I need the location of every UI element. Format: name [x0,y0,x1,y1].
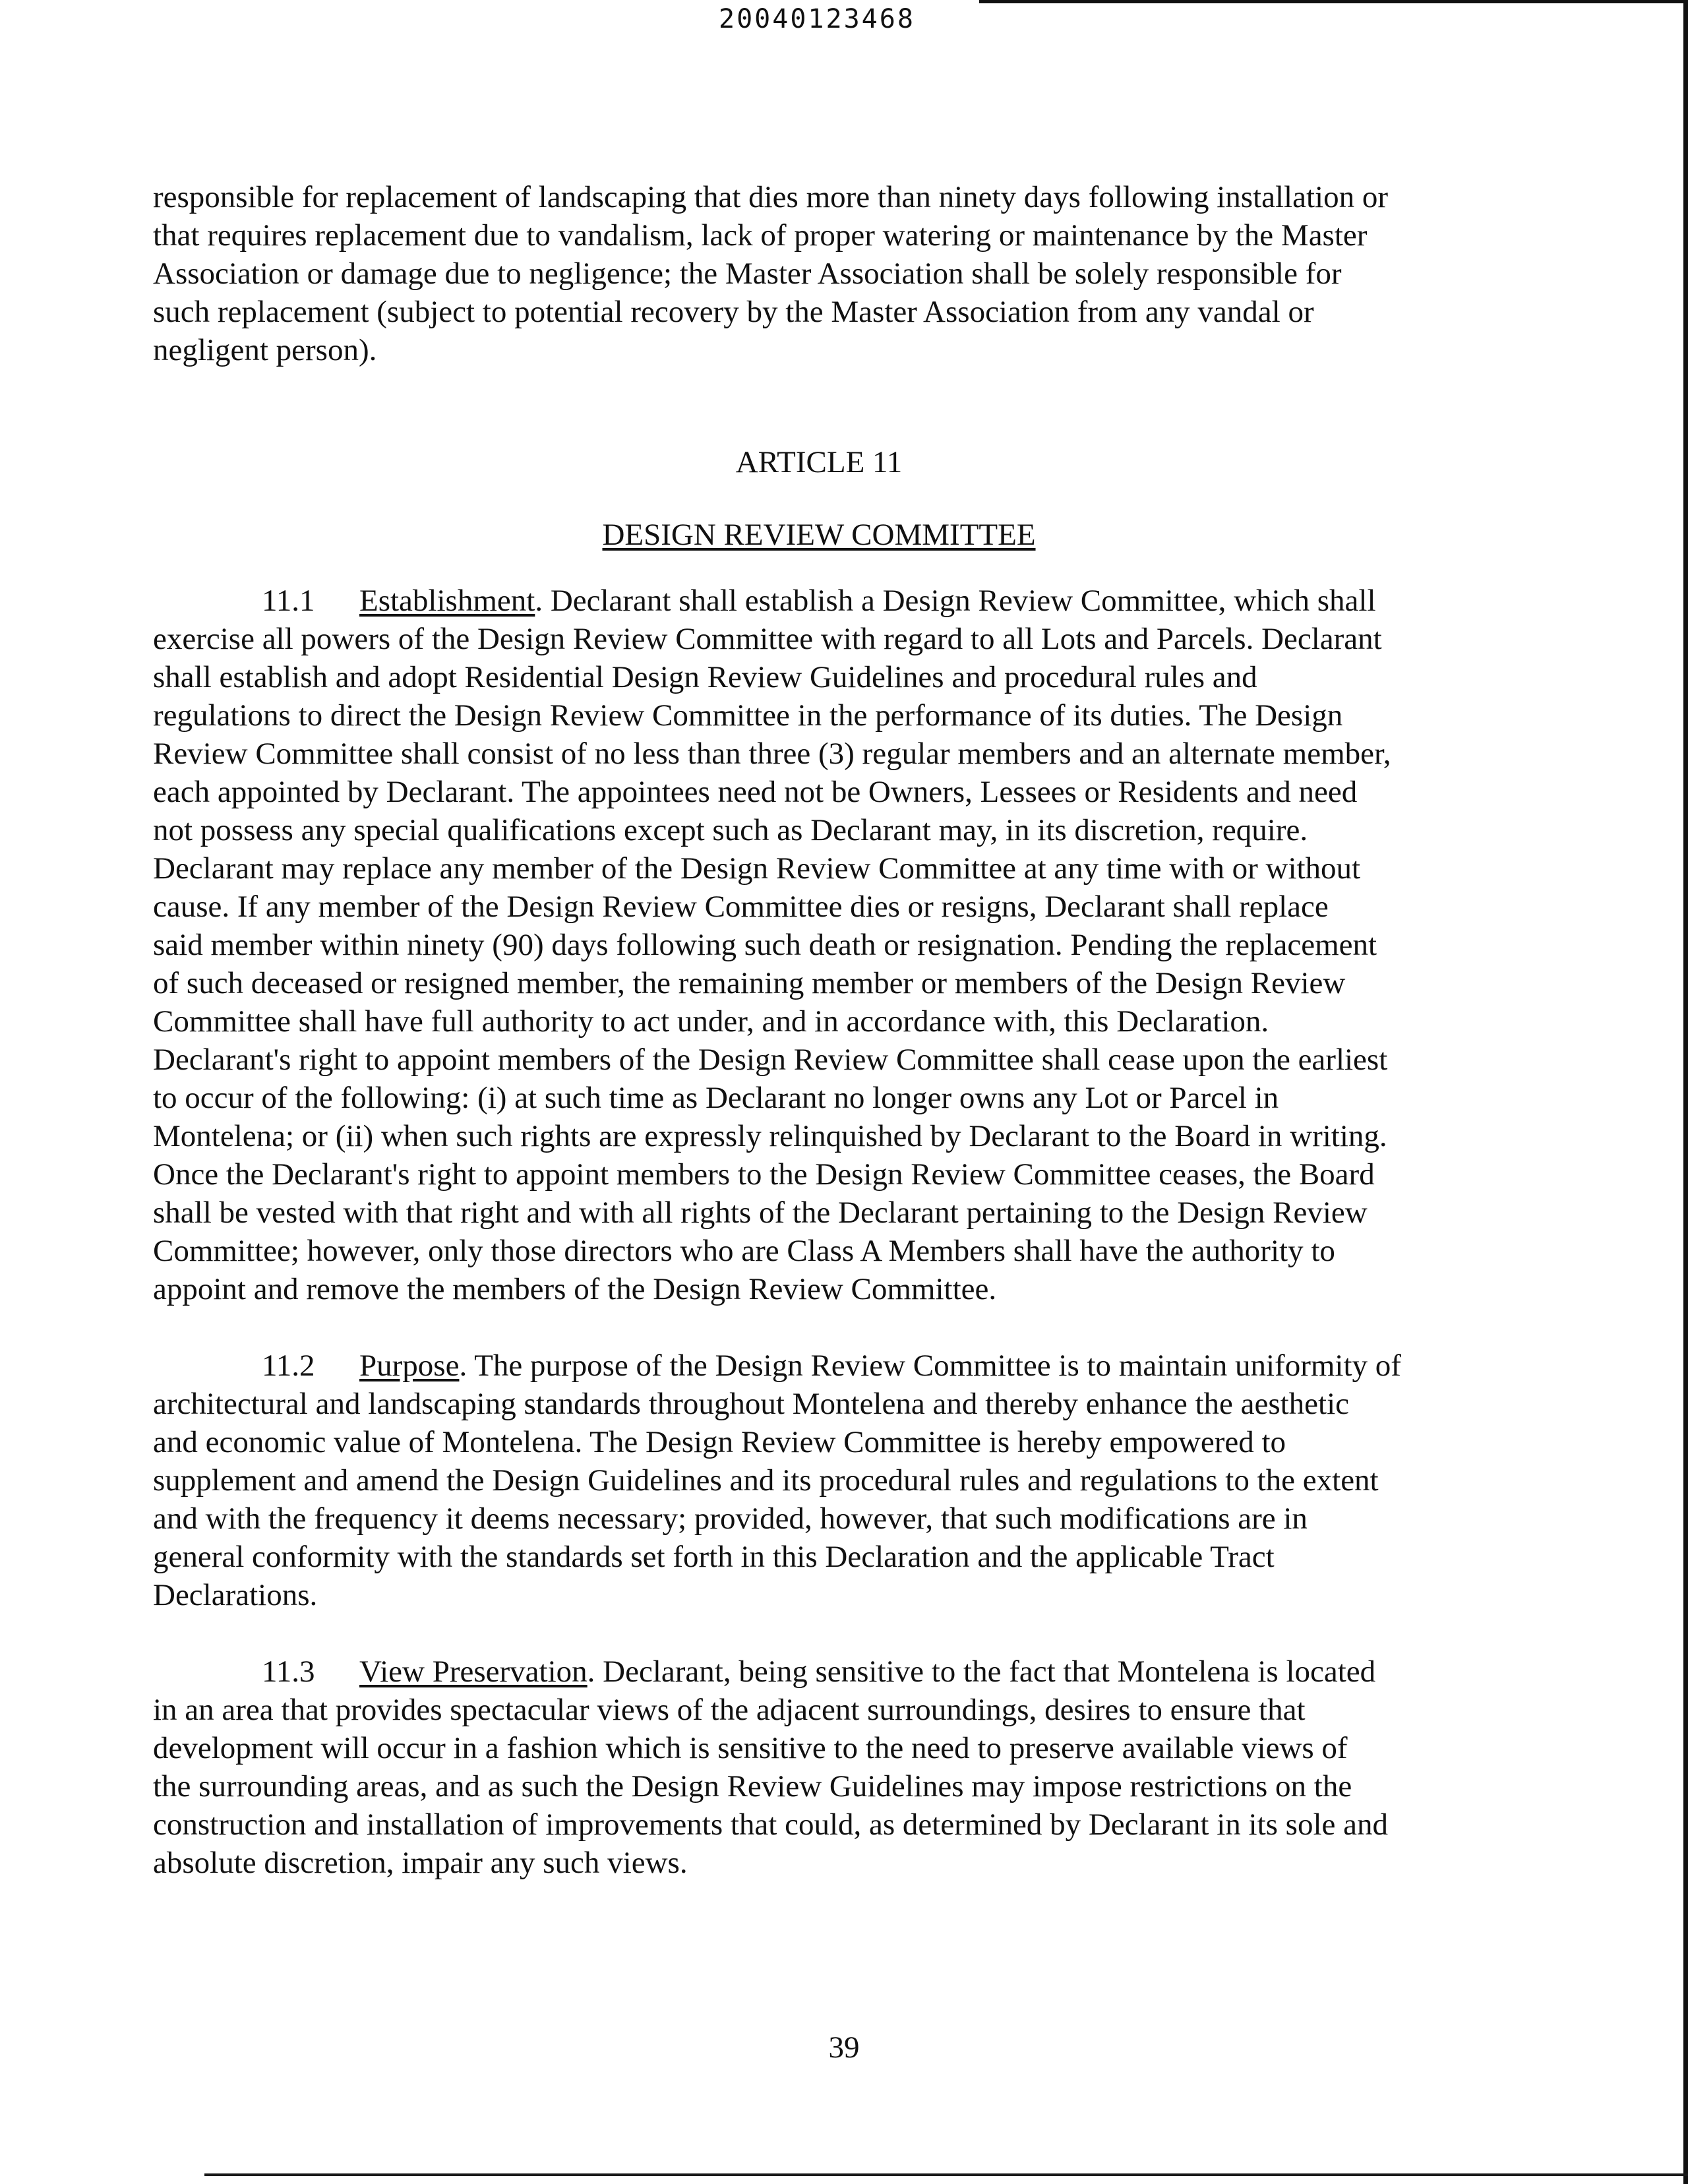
section-body: . Declarant, being sensitive to the fact that Montelena is located in an area that provides spectacular views of the adjacent surroundings, desires to ensure that development will occur in a fashion which is sensitive to the need to preserve available views of the surrounding areas, and as such the Design Review Guidelines may impose restrictions on the construction and installation of improvements that could, as determined by Declarant in its sole and absolute discretion, impair any such views. [153,1654,1389,1880]
document-number: 20040123468 [719,4,915,34]
scan-border-bottom [204,2173,1688,2176]
scan-border-top [979,0,1688,3]
section-11-2 [153,1347,1485,1614]
article-heading: ARTICLE 11 [735,445,903,479]
page-number: 39 [828,2030,860,2065]
intro-paragraph: responsible for replacement of landscaping that dies more than ninety days following installation or that requires replacement due to vandalism, lack of proper watering or maintenance by the Master Association or damage due to negligence; the Master Association shall be solely responsible for such replacement (subject to potential recovery by the Master Association from any vandal or negligent person). [153,180,1388,367]
section-11-3 [153,1653,1485,1882]
article-title: DESIGN REVIEW COMMITTEE [602,518,1036,552]
section-number: 11.1 [262,584,315,618]
section-number: 11.2 [262,1349,315,1383]
scan-border-right [1683,0,1688,2184]
section-title: Establishment [359,584,535,618]
section-11-1 [153,582,1485,1308]
section-number: 11.3 [262,1654,315,1689]
section-body: . Declarant shall establish a Design Review Committee, which shall exercise all powers of the Design Review Committee with regard to all Lots and Parcels. Declarant shall establish and adopt Residential Design Review Guidelines and procedural rules and regulations to direct the Design Review Committee in the performance of its duties. The Design Review Committee shall consist of no less than three (3) regular members and an alternate member, each appointed by Declarant. The appointees need not be Owners, Lessees or Residents and need not possess any special qualifications except such as Declarant may, in its discretion, require. Declarant may replace any member of the Design Review Committee at any time with or without cause. If any member of the Design Review Committee dies or resigns, Declarant shall replace said member within ninety (90) days following such death or resignation. Pending the replacement of such deceased or resigned member, the remaining member or members of the Design Review Committee shall have full authority to act under, and in accordance with, this Declaration. Declarant's right to appoint members of the Design Review Committee shall cease upon the earliest to occur of the following: (i) at such time as Declarant no longer owns any Lot or Parcel in Montelena; or (ii) when such rights are expressly relinquished by Declarant to the Board in writing. Once the Declarant's right to appoint members to the Design Review Committee ceases, the Board shall be vested with that right and with all rights of the Declarant pertaining to the Design Review Committee; however, only those directors who are Class A Members shall have the authority to appoint and remove the members of the Design Review Committee. [153,584,1391,1306]
section-body: . The purpose of the Design Review Committee is to maintain uniformity of architectural and landscaping standards throughout Montelena and thereby enhance the aesthetic and economic value of Montelena. The Design Review Committee is hereby empowered to supplement and amend the Design Guidelines and its procedural rules and regulations to the extent and with the frequency it deems necessary; provided, however, that such modifications are in general conformity with the standards set forth in this Declaration and the applicable Tract Declarations. [153,1349,1401,1612]
page-content [153,178,1485,1920]
section-title: View Preservation [359,1654,588,1689]
section-title: Purpose [359,1349,460,1383]
